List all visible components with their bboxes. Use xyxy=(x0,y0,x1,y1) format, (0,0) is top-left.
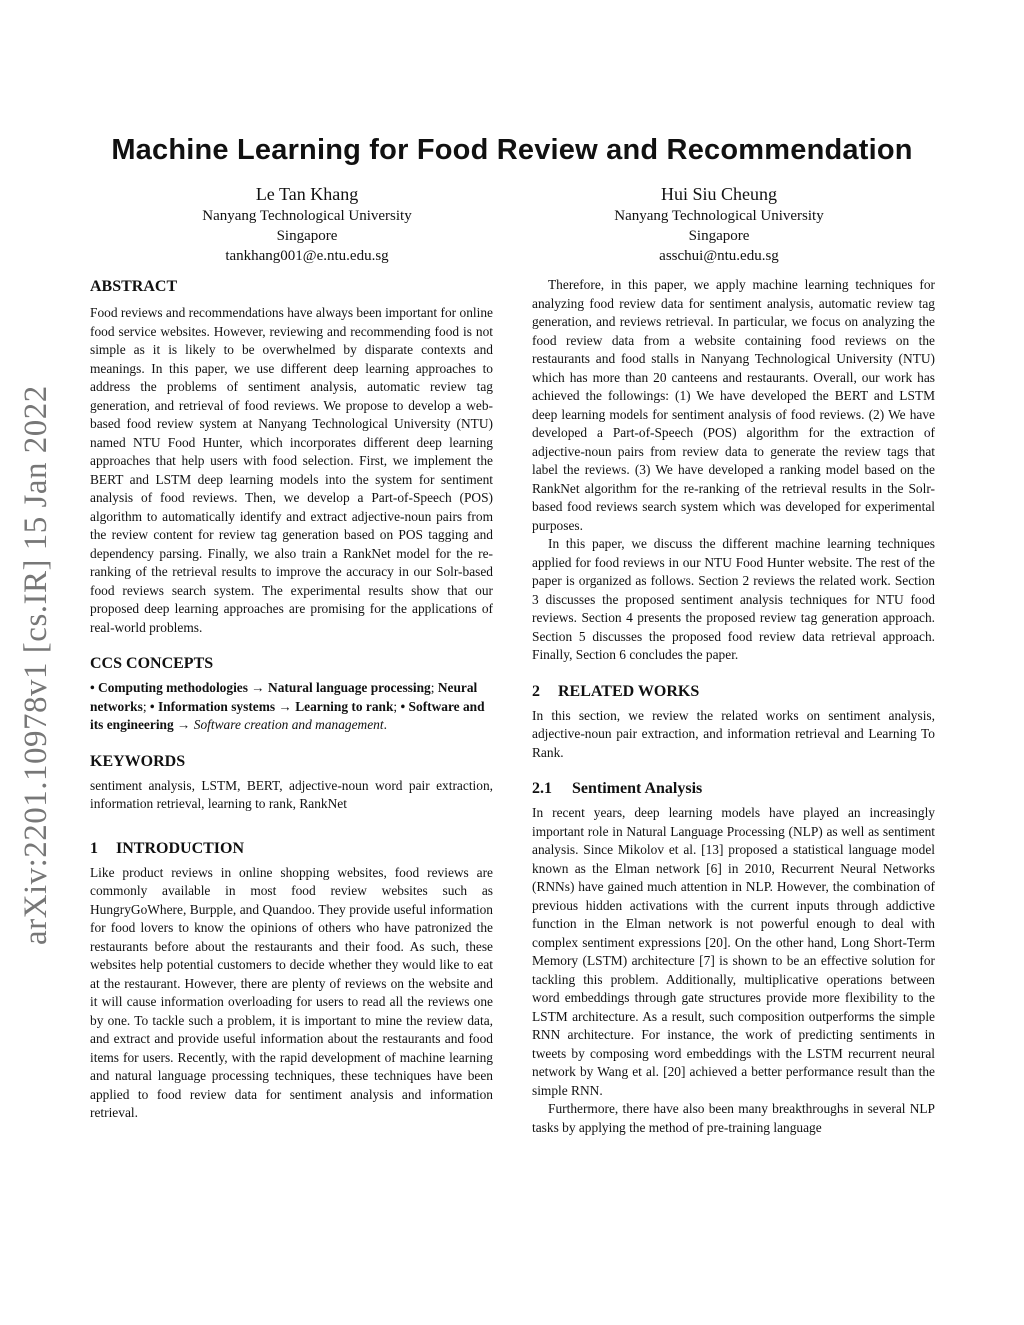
intro-paragraph-3: In this paper, we discuss the different machine learning techniques applied for food reviews in our NTU Food Hunter website. The rest of the paper is organized as follows. Section 2 reviews the related work. Section 3 discusses the proposed sentiment analysis techniques for NTU food reviews. Section 4 presents the proposed review tag generation approach. Section 5 discusses the proposed food review data retrieval approach. Finally, Section 6 concludes the paper. xyxy=(532,536,935,662)
keywords-heading: KEYWORDS xyxy=(90,752,186,770)
sentiment-paragraph-1: In recent years, deep learning models have played an increasingly important role in Natural Language Processing (NLP) as well as sentiment analysis. Since Mikolov et al. [13] proposed a statistical language model known as the Elman network [6] in 2010, Recurrent Neural Networks (RNNs) have gained much attention in NLP. However, the combination of previous hidden activations with the current inputs through addictive function in the Elman network is not powerful enough to deal with complex sentiment expressions [20]. On the other hand, Long Short-Term Memory (LSTM) architecture [7] is shown to be an effective solution for tackling this problem. Additionally, multiplicative operations between word embeddings through gate structures provide more flexibility to the LSTM architecture. As a result, such composition outperforms the simple RNN architecture. For instance, the work of predicting sentiments in tweets by composing word embeddings with the LSTM recurrent neural network by Wang et al. [20] achieved a better performance result than the simple RNN. xyxy=(532,805,935,1098)
right-column xyxy=(532,276,935,1137)
author-name: Le Tan Khang xyxy=(255,184,359,204)
paper-title: Machine Learning for Food Review and Recommendation xyxy=(111,134,913,166)
author-2 xyxy=(539,182,899,266)
section-1-heading: 1 INTRODUCTION xyxy=(90,839,245,857)
sentiment-paragraph-2: Furthermore, there have also been many breakthroughs in several NLP tasks by applying the method of pre-training language xyxy=(532,1101,935,1135)
abstract-text: Food reviews and recommendations have always been important for online food service websites. However, reviewing and recommending food is not simple as it is likely to be overwhelmed by disparate contexts and meanings. In this paper, we use different deep learning approaches to address the problems of sentiment analysis, automatic review tag generation, and retrieval of food reviews. We propose to develop a web-based food review system at Nanyang Technological University (NTU) named NTU Food Hunter, which incorporates different deep learning approaches that help users with food selection. First, we implement the BERT and LSTM deep learning models into the system for sentiment analysis of food reviews. Then, we develop a Part-of-Speech (POS) algorithm to automatically identify and extract adjective-noun pairs from the review content for review tag generation based on POS tagging and dependency parsing. Finally, we also train a RankNet model for the re-ranking of the retrieval results to improve the accuracy in our Solr-based food reviews search system. The experimental results show that our proposed deep learning approaches are promising for the applications of real-world problems. xyxy=(90,305,493,635)
author-name: Hui Siu Cheung xyxy=(660,184,777,204)
left-column xyxy=(90,276,493,1123)
ccs-concepts: • Computing methodologies → Natural language processing; Neural networks; • Information systems → Learning to rank; • Software and its engineering → Software creation and management. xyxy=(90,680,485,732)
section-2-heading: 2 RELATED WORKS xyxy=(532,682,700,700)
author-email[interactable]: tankhang001@e.ntu.edu.sg xyxy=(225,248,389,264)
ccs-heading: CCS CONCEPTS xyxy=(90,655,214,672)
keywords-text: sentiment analysis, LSTM, BERT, adjective-noun word pair extraction, information retrieval, learning to rank, RankNet xyxy=(90,777,493,811)
author-affiliation: Nanyang Technological University xyxy=(202,208,412,224)
arxiv-identifier: arXiv:2201.10978v1 [cs.IR] 15 Jan 2022 xyxy=(18,385,54,945)
author-affiliation: Nanyang Technological University xyxy=(614,208,824,224)
section-2-1-heading: 2.1 Sentiment Analysis xyxy=(532,780,703,797)
intro-paragraph-1: Like product reviews in online shopping websites, food reviews are commonly available in most food review websites such as HungryGoWhere, Burpple, and Quandoo. They provide useful information for food lovers to know the opinions of others who have patronized the restaurants before about the restaurants and their food. As such, these websites help potential customers to decide whether they would like to eat at the restaurant. However, there are plenty of reviews on the website and it will cause information overloading for users to read all the reviews one by one. To tackle such a problem, it is important to mine the review data, and extract and provide useful information about the restaurants and food items for users. Recently, with the rapid development of machine learning and natural language processing techniques, these techniques have been applied to food review data for sentiment analysis and information retrieval. xyxy=(90,864,493,1120)
intro-paragraph-2: Therefore, in this paper, we apply machine learning techniques for analyzing food review data for sentiment analysis, automatic review tag generation, and reviews retrieval. In particular, we focus on analyzing the food review data from a website containing food reviews on the restaurants and food stalls in Nanyang Technological University (NTU) which has more than 20 canteens and restaurants. Overall, our work has achieved the followings: (1) We have developed the BERT and LSTM deep learning models for sentiment analysis of food reviews. (2) We have developed a Part-of-Speech (POS) algorithm for the extraction of adjective-noun pairs from review data to generate the review tags that label the reviews. (3) We have developed a ranking model based on the RankNet algorithm for the re-ranking of the retrieval results in the Solr-based food reviews search system which was developed for experimental purposes. xyxy=(532,277,935,533)
author-country: Singapore xyxy=(688,228,750,244)
abstract-heading: ABSTRACT xyxy=(90,278,178,295)
author-country: Singapore xyxy=(276,228,338,244)
author-1 xyxy=(127,182,487,266)
author-email[interactable]: asschui@ntu.edu.sg xyxy=(659,248,779,264)
related-paragraph: In this section, we review the related works on sentiment analysis, adjective-noun pair extraction, and information retrieval and Learning To Rank. xyxy=(532,707,935,760)
